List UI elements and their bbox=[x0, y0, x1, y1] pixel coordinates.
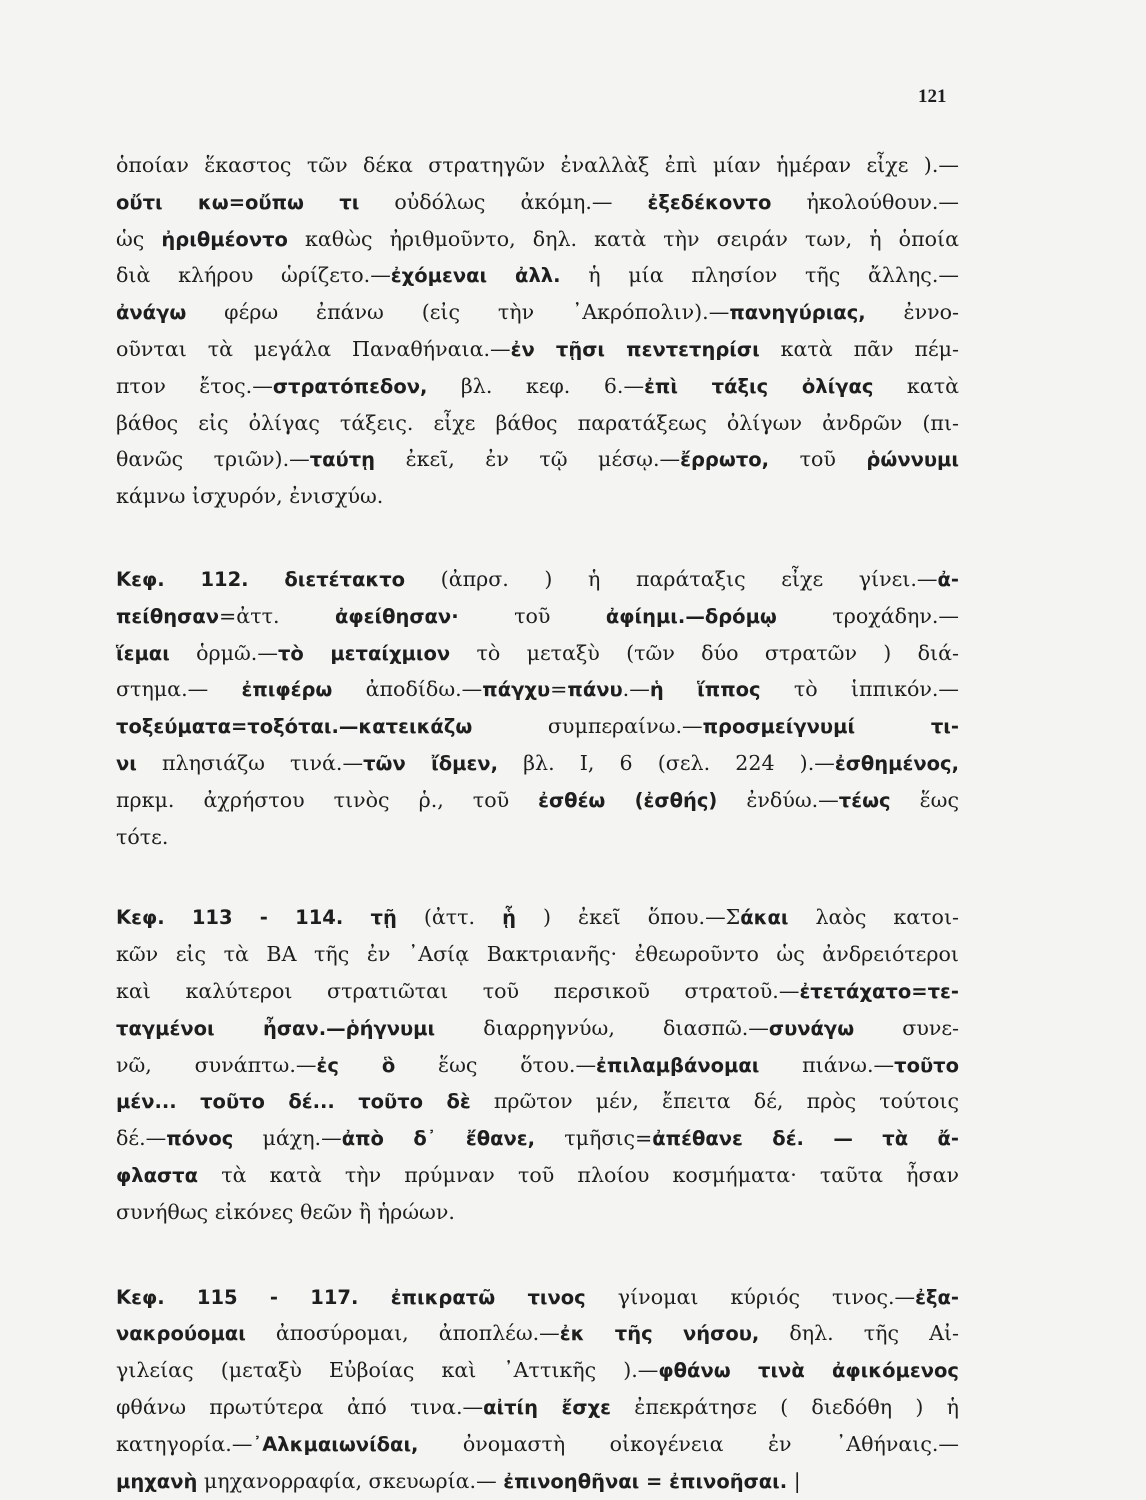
lemma: ἀνάγω bbox=[116, 301, 187, 325]
lemma: τὸ μεταίχμιον bbox=[277, 641, 451, 665]
gloss: βλ. κεφ. 6.— bbox=[427, 373, 645, 398]
text-line bbox=[116, 478, 959, 515]
gloss: δέ.— bbox=[116, 1126, 167, 1151]
paragraph-gap bbox=[116, 855, 959, 899]
gloss: γιλείας (μεταξὺ Εὐβοίας καὶ ᾿Αττικῆς ).— bbox=[116, 1358, 659, 1383]
lemma: ᾗ bbox=[502, 906, 516, 930]
lemma: ἀφείθησαν· bbox=[334, 604, 459, 628]
gloss: θανῶς τριῶν).— bbox=[116, 447, 310, 472]
gloss: .— bbox=[622, 677, 650, 702]
gloss: ) ἐκεῖ ὅπου.—Σ bbox=[516, 905, 741, 930]
lemma: ἐν τῇσι πεντετηρίσι bbox=[510, 337, 760, 361]
gloss: βλ. I, 6 (σελ. 224 ).— bbox=[498, 750, 835, 775]
text-line bbox=[116, 1389, 959, 1426]
lemma: ἐπὶ τάξις ὀλίγας bbox=[644, 374, 874, 398]
gloss: φθάνω πρωτύτερα ἀπό τινα.— bbox=[116, 1394, 484, 1419]
text-line bbox=[116, 1194, 959, 1231]
text-line bbox=[116, 671, 959, 708]
text-line bbox=[116, 561, 959, 598]
gloss: πρκμ. ἀχρήστου τινὸς ῥ., τοῦ bbox=[116, 787, 539, 812]
lemma: τοξεύματα=τοξόται.—κατεικάζω bbox=[116, 715, 473, 739]
paragraph-gap bbox=[116, 1231, 959, 1279]
lemma: φθάνω τινὰ ἀφικόμενος bbox=[658, 1359, 959, 1383]
gloss: ὡς bbox=[116, 226, 162, 251]
gloss: τροχάδην.— bbox=[776, 603, 959, 628]
lemma: αἰτίη ἔσχε bbox=[483, 1395, 612, 1419]
text-line bbox=[116, 1352, 959, 1389]
lemma: πείθησαν bbox=[116, 604, 220, 628]
text-line bbox=[116, 1010, 959, 1047]
gloss: ἕως bbox=[890, 787, 959, 812]
text-line bbox=[116, 294, 959, 331]
text-line bbox=[116, 1279, 959, 1316]
gloss: λαὸς κατοι- bbox=[788, 905, 959, 930]
gloss: γίνομαι κύριός τινος.— bbox=[585, 1284, 916, 1309]
lemma: ἐσθέω (ἐσθής) bbox=[538, 788, 718, 812]
lemma: μηχανὴ bbox=[116, 1469, 198, 1493]
lemma: ἀφίημι.—δρόμῳ bbox=[605, 604, 777, 628]
lemma: ἀ- bbox=[937, 567, 959, 591]
lemma: προσμείγνυμί τι- bbox=[702, 715, 959, 739]
lemma: ἀπέθανε δέ. — τὰ ἄ- bbox=[652, 1127, 959, 1151]
text-line bbox=[116, 441, 959, 478]
lemma: πανηγύριας, bbox=[729, 301, 866, 325]
gloss: διὰ κλήρου ὡρίζετο.— bbox=[116, 263, 391, 288]
gloss: κῶν εἰς τὰ ΒΑ τῆς ἐν ᾿Ασίᾳ Βακτριανῆς· ἐθεωροῦντο ὡς ἀνδρειότεροι bbox=[116, 942, 959, 967]
gloss: κάμνω ἰσχυρόν, ἐνισχύω. bbox=[116, 484, 384, 509]
lemma: ἔρρωτο, bbox=[680, 448, 770, 472]
lemma: Κεφ. 112. διετέτακτο bbox=[116, 567, 406, 591]
text-line bbox=[116, 819, 959, 856]
gloss: ἐπεκράτησε ( διεδόθη ) ἡ bbox=[611, 1394, 959, 1419]
gloss: =ἀττ. bbox=[219, 603, 335, 628]
text-line bbox=[116, 1120, 959, 1157]
gloss: καθὼς ἠριθμοῦντο, δηλ. κατὰ τὴν σειράν των, ἡ ὁποία bbox=[287, 226, 959, 251]
gloss: τοῦ bbox=[458, 603, 606, 628]
gloss: βάθος εἰς ὀλίγας τάξεις. εἶχε βάθος παρατάξεως ὀλίγων ἀνδρῶν (πι- bbox=[116, 410, 959, 435]
text-line bbox=[116, 184, 959, 221]
gloss: νῶ, συνάπτω.— bbox=[116, 1052, 317, 1077]
text-line bbox=[116, 1463, 959, 1500]
gloss: ἠκολούθουν.— bbox=[771, 189, 959, 214]
commentary-text bbox=[116, 147, 959, 1499]
lemma: Κεφ. 113 - 114. τῇ bbox=[116, 906, 397, 930]
gloss: τὰ κατὰ τὴν πρύμναν τοῦ πλοίου κοσμήματα· ταῦτα ἦσαν bbox=[198, 1162, 959, 1187]
text-line bbox=[116, 368, 959, 405]
lemma: συνάγω bbox=[768, 1016, 855, 1040]
text-line bbox=[116, 936, 959, 973]
lemma: τῶν ἴδμεν, bbox=[363, 751, 499, 775]
gloss: συνήθως εἰκόνες θεῶν ἢ ἡρώων. bbox=[116, 1199, 455, 1224]
lemma: ταύτῃ bbox=[309, 448, 376, 472]
lemma: νακρούομαι bbox=[116, 1322, 246, 1346]
gloss: πλησιάζω τινά.— bbox=[136, 750, 364, 775]
gloss: συνε- bbox=[854, 1015, 959, 1040]
gloss: πρῶτον μέν, ἔπειτα δέ, πρὸς τούτοις bbox=[470, 1089, 960, 1114]
gloss: τὸ ἱππικόν.— bbox=[760, 677, 960, 702]
lemma: νι bbox=[116, 751, 137, 775]
lemma: φλαστα bbox=[116, 1163, 199, 1187]
text-line bbox=[116, 1157, 959, 1194]
lemma: ἐξα- bbox=[915, 1285, 959, 1309]
text-line bbox=[116, 745, 959, 782]
text-line bbox=[116, 973, 959, 1010]
lemma: ἐπινοηθῆναι = ἐπινοῆσαι. bbox=[503, 1469, 788, 1493]
lemma: ἠριθμέοντο bbox=[161, 227, 288, 251]
gloss: πιάνω.— bbox=[759, 1052, 895, 1077]
gloss: οῦνται τὰ μεγάλα Παναθήναια.— bbox=[116, 336, 511, 361]
gloss: κατὰ πᾶν πέμ- bbox=[759, 336, 959, 361]
lemma: πόνος bbox=[166, 1127, 234, 1151]
lemma: οὔτι κω=οὔπω τι bbox=[116, 190, 360, 214]
text-line bbox=[116, 1426, 959, 1463]
gloss: ἀποσύρομαι, ἀποπλέω.— bbox=[245, 1321, 560, 1346]
text-line bbox=[116, 1047, 959, 1084]
lemma: στρατόπεδον, bbox=[272, 374, 428, 398]
lemma: ἐκ τῆς νήσου, bbox=[559, 1322, 760, 1346]
gloss: ὁποίαν ἕκαστος τῶν δέκα στρατηγῶν ἐναλλὰξ ἐπὶ μίαν ἡμέραν εἶχε ).— bbox=[116, 153, 959, 177]
gloss: ἕως ὅτου.— bbox=[395, 1052, 597, 1077]
text-line bbox=[116, 257, 959, 294]
text-line bbox=[116, 899, 959, 936]
text-line bbox=[116, 782, 959, 819]
lemma: τέως bbox=[838, 788, 891, 812]
lemma: ῥώννυμι bbox=[866, 448, 959, 472]
gloss: = bbox=[550, 677, 568, 702]
lemma: ἐπιλαμβάνομαι bbox=[596, 1053, 760, 1077]
gloss: συμπεραίνω.— bbox=[472, 714, 703, 739]
lemma: ᾿Αλκμαιωνίδαι, bbox=[252, 1432, 419, 1456]
gloss: κατὰ bbox=[873, 373, 959, 398]
gloss: διαρρηγνύω, διασπῶ.— bbox=[435, 1015, 769, 1040]
gloss: ἐκεῖ, ἐν τῷ μέσῳ.— bbox=[375, 447, 681, 472]
lemma: άκαι bbox=[740, 906, 789, 930]
lemma: Κεφ. 115 - 117. ἐπικρατῶ τινος bbox=[116, 1285, 586, 1309]
lemma: ἡ ἵππος bbox=[649, 678, 761, 702]
gloss: τὸ μεταξὺ (τῶν δύο στρατῶν ) διά- bbox=[450, 640, 959, 665]
gloss: ὀνομαστὴ οἰκογένεια ἐν ᾿Αθήναις.— bbox=[418, 1431, 959, 1456]
lemma: τοῦτο bbox=[894, 1053, 959, 1077]
gloss: ἡ μία πλησίον τῆς ἄλλης.— bbox=[560, 263, 959, 288]
text-line bbox=[116, 405, 959, 442]
text-line bbox=[116, 331, 959, 368]
gloss: ἐνδύω.— bbox=[717, 787, 839, 812]
gloss: ὁρμῶ.— bbox=[169, 640, 278, 665]
gloss: τοῦ bbox=[769, 447, 867, 472]
lemma: ἐς ὃ bbox=[316, 1053, 396, 1077]
page-number: 121 bbox=[918, 86, 947, 107]
gloss: φέρω ἐπάνω (εἰς τὴν ᾿Ακρόπολιν).— bbox=[186, 300, 730, 325]
gloss: δηλ. τῆς Αἰ- bbox=[759, 1321, 959, 1346]
lemma: ἐξεδέκοντο bbox=[647, 190, 772, 214]
text-line bbox=[116, 708, 959, 745]
gloss: ἀποδίδω.— bbox=[332, 677, 483, 702]
lemma: ἐχόμεναι ἀλλ. bbox=[390, 264, 561, 288]
gloss: οὐδόλως ἀκόμη.— bbox=[359, 189, 648, 214]
text-line bbox=[116, 1083, 959, 1120]
text-line bbox=[116, 1315, 959, 1352]
gloss: (ἀπρσ. ) ἡ παράταξις εἶχε γίνει.— bbox=[405, 566, 938, 591]
gloss: μάχη.— bbox=[233, 1126, 342, 1151]
lemma: ἐτετάχατο=τε- bbox=[799, 979, 959, 1003]
lemma: ἵεμαι bbox=[116, 641, 170, 665]
gloss: τότε. bbox=[116, 824, 169, 849]
gloss: κατηγορία.— bbox=[116, 1431, 253, 1456]
lemma: ἐπιφέρω bbox=[241, 678, 333, 702]
gloss: πτον ἔτος.— bbox=[116, 373, 273, 398]
lemma: πάνυ bbox=[567, 678, 623, 702]
text-line bbox=[116, 598, 959, 635]
text-line bbox=[116, 221, 959, 258]
gloss: (ἀττ. bbox=[396, 905, 503, 930]
text-line bbox=[116, 635, 959, 672]
lemma: πάγχυ bbox=[482, 678, 551, 702]
gloss: ἐννο- bbox=[865, 300, 959, 325]
lemma: μέν... τοῦτο δέ... τοῦτο δὲ bbox=[116, 1090, 471, 1114]
paragraph-gap bbox=[116, 515, 959, 561]
lemma: ἀπὸ δ᾿ ἔθανε, bbox=[341, 1127, 536, 1151]
gloss: | bbox=[787, 1468, 801, 1493]
gloss: τμῆσις= bbox=[535, 1126, 653, 1151]
gloss: καὶ καλύτεροι στρατιῶται τοῦ περσικοῦ στρατοῦ.— bbox=[116, 978, 800, 1003]
lemma: ταγμένοι ἦσαν.—ῥήγνυμι bbox=[116, 1016, 436, 1040]
text-line bbox=[116, 147, 959, 184]
gloss: μηχανορραφία, σκευωρία.— bbox=[197, 1468, 504, 1493]
gloss: στημα.— bbox=[116, 677, 242, 702]
lemma: ἐσθημένος, bbox=[834, 751, 960, 775]
